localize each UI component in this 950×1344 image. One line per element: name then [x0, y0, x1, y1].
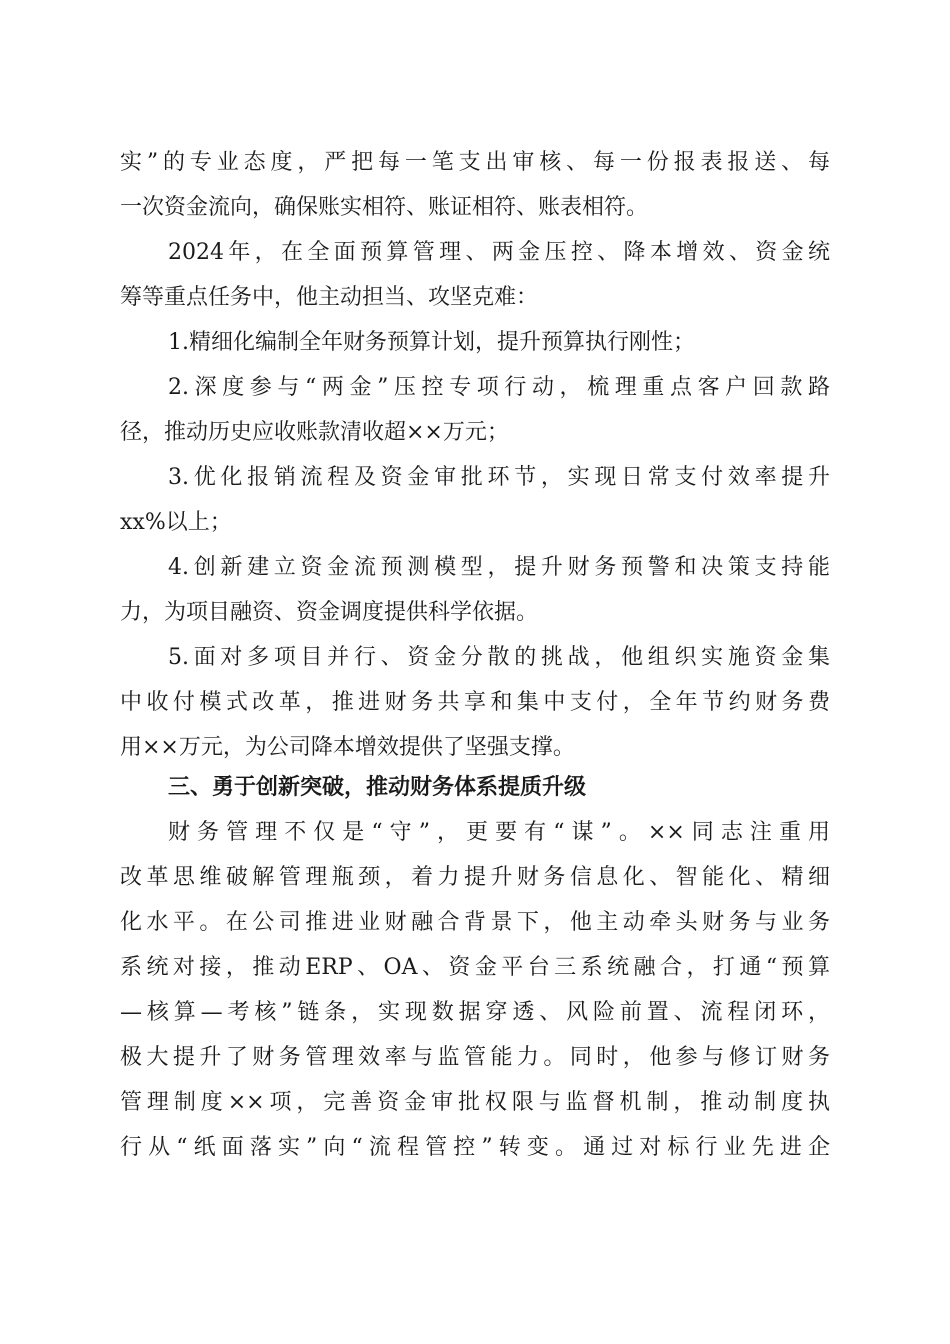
list-item-4: 4.创新建立资金流预测模型，提升财务预警和决策支持能	[168, 555, 830, 580]
paragraph-line: 行从“纸面落实”向“流程管控”转变。通过对标行业先进企	[120, 1135, 830, 1160]
list-item-1: 1.精细化编制全年财务预算计划，提升预算执行刚性；	[168, 330, 695, 355]
paragraph-line: 改革思维破解管理瓶颈，着力提升财务信息化、智能化、精细	[120, 865, 830, 890]
paragraph-line: 一次资金流向，确保账实相符、账证相符、账表相符。	[120, 195, 649, 220]
paragraph-line: 极大提升了财务管理效率与监管能力。同时，他参与修订财务	[120, 1045, 830, 1070]
paragraph-line: 2024年，在全面预算管理、两金压控、降本增效、资金统	[168, 240, 830, 265]
list-item-5-continued: 中收付模式改革，推进财务共享和集中支付，全年节约财务费	[120, 690, 830, 715]
paragraph-line: 化水平。在公司推进业财融合背景下，他主动牵头财务与业务	[120, 910, 830, 935]
list-item-5-continued: 用××万元，为公司降本增效提供了坚强支撑。	[120, 735, 575, 760]
paragraph-line: 财务管理不仅是“守”，更要有“谋”。××同志注重用	[168, 820, 830, 845]
list-item-5: 5.面对多项目并行、资金分散的挑战，他组织实施资金集	[168, 645, 830, 670]
list-item-3-continued: xx%以上；	[120, 510, 232, 535]
paragraph-line: 系统对接，推动ERP、OA、资金平台三系统融合，打通“预算	[120, 955, 830, 980]
list-item-4-continued: 力，为项目融资、资金调度提供科学依据。	[120, 600, 539, 625]
paragraph-line: 筹等重点任务中，他主动担当、攻坚克难：	[120, 285, 539, 310]
list-item-2-continued: 径，推动历史应收账款清收超××万元；	[120, 420, 509, 445]
list-item-2: 2.深度参与“两金”压控专项行动，梳理重点客户回款路	[168, 375, 830, 400]
paragraph-line: 实”的专业态度，严把每一笔支出审核、每一份报表报送、每	[120, 150, 830, 175]
paragraph-line: 管理制度××项，完善资金审批权限与监督机制，推动制度执	[120, 1090, 830, 1115]
paragraph-line: —核算—考核”链条，实现数据穿透、风险前置、流程闭环，	[120, 1000, 830, 1025]
section-heading: 三、勇于创新突破，推动财务体系提质升级	[168, 775, 587, 800]
list-item-3: 3.优化报销流程及资金审批环节，实现日常支付效率提升	[168, 465, 830, 490]
